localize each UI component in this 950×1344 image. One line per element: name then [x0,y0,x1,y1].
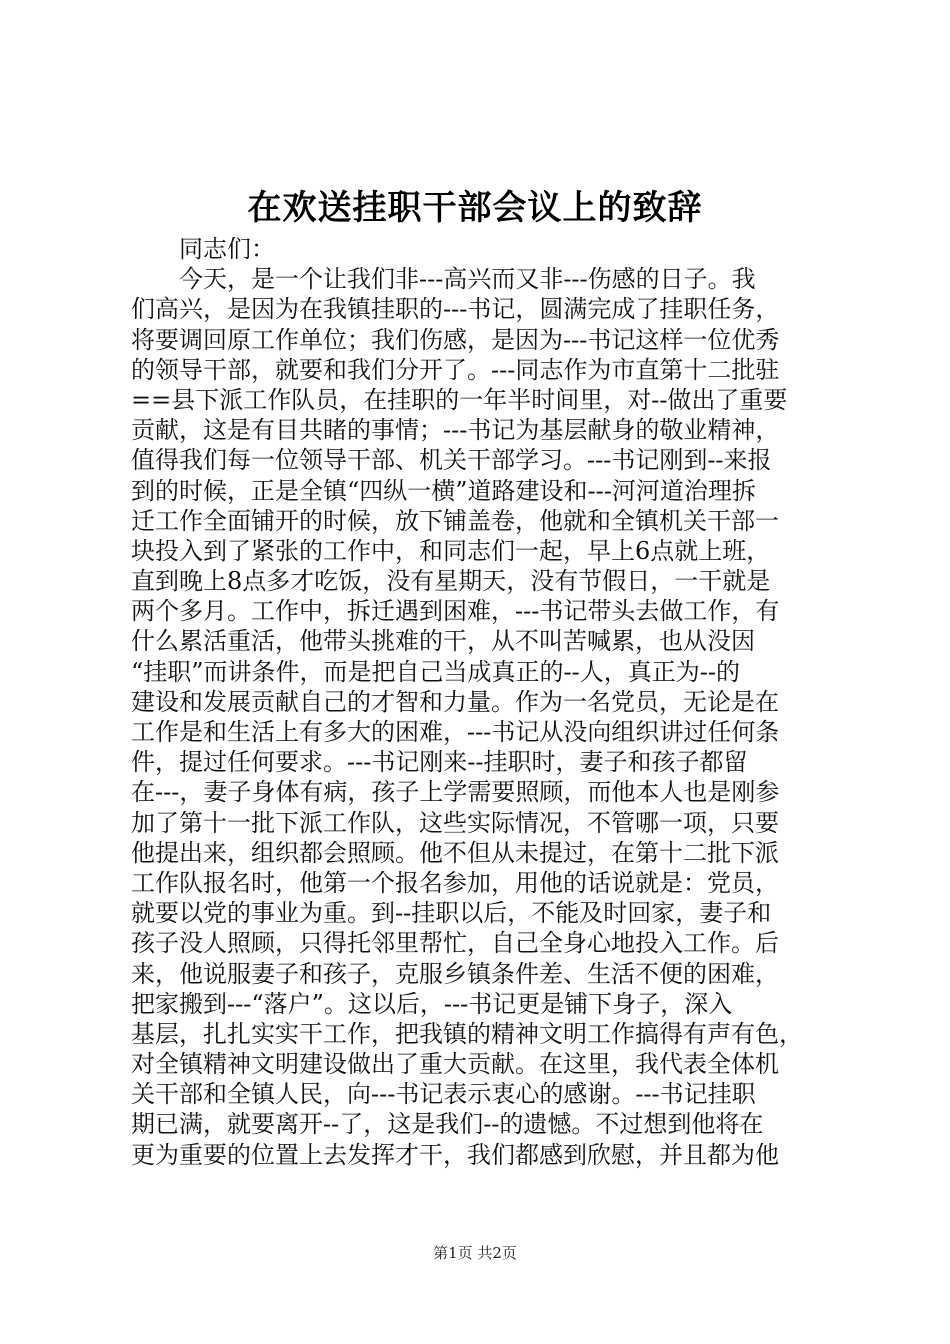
text-line: 今天，是一个让我们非---高兴而又非---伤感的日子。我 [179,265,756,294]
text-line: 更为重要的位置上去发挥才干，我们都感到欣慰，并且都为他 [131,1140,779,1169]
text-line: 期已满，就要离开--了，这是我们--的遗憾。不过想到他将在 [131,1110,764,1139]
document-body [131,234,831,1170]
text-line: “挂职”而讲条件，而是把自己当成真正的--人，真正为--的 [131,657,740,686]
text-line: 基层，扎扎实实干工作，把我镇的精神文明工作搞得有声有色， [131,1019,803,1048]
text-line: 对全镇精神文明建设做出了重大贡献。在这里，我代表全体机 [131,1050,779,1079]
text-line: 迁工作全面铺开的时候，放下铺盖卷，他就和全镇机关干部一 [131,506,779,535]
text-line: 工作是和生活上有多大的困难，---书记从没向组织讲过任何条 [131,718,780,746]
document-title: 在欢送挂职干部会议上的致辞 [247,188,703,228]
text-line: 直到晚上8点多才吃饭，没有星期天，没有节假日，一干就是 [131,567,771,596]
text-line: 件，提过任何要求。---书记刚来--挂职时，妻子和孩子都留 [131,748,748,777]
text-line: 块投入到了紧张的工作中，和同志们一起，早上6点就上班， [131,536,771,565]
text-line: 值得我们每一位领导干部、机关干部学习。---书记刚到--来报 [131,446,772,475]
text-line: 贡献，这是有目共睹的事情；---书记为基层献身的敬业精神， [131,416,780,445]
text-line: 什么累活重活，他带头挑难的干，从不叫苦喊累，也从没因 [131,627,755,656]
text-line: 们高兴，是因为在我镇挂职的---书记，圆满完成了挂职任务， [131,295,780,324]
text-line: 加了第十一批下派工作队，这些实际情况，不管哪一项，只要 [131,808,779,837]
text-line: 在---，妻子身体有病，孩子上学需要照顾，而他本人也是刚参 [131,778,780,807]
text-line: 工作队报名时，他第一个报名参加，用他的话说就是：党员， [131,868,779,897]
text-line: 到的时候，正是全镇“四纵一横”道路建设和---河河道治理拆 [131,476,756,505]
text-line: 建设和发展贡献自己的才智和力量。作为一名党员，无论是在 [131,687,779,716]
text-line: 把家搬到---“落户”。这以后，---书记更是铺下身子，深入 [131,989,733,1018]
page-footer: 第1页 共2页 [433,1244,517,1262]
text-line: 将要调回原工作单位；我们伤感，是因为---书记这样一位优秀 [131,325,780,354]
text-line: ==县下派工作队员，在挂职的一年半时间里，对--做出了重要 [131,385,788,414]
text-line: 来，他说服妻子和孩子，克服乡镇条件差、生活不便的困难， [131,959,779,988]
text-line: 两个多月。工作中，拆迁遇到困难，---书记带头去做工作，有 [131,597,780,626]
text-line: 关干部和全镇人民，向---书记表示衷心的感谢。---书记挂职 [131,1080,756,1109]
text-line: 就要以党的事业为重。到--挂职以后，不能及时回家，妻子和 [131,899,772,928]
text-line: 的领导干部，就要和我们分开了。---同志作为市直第十二批驻 [131,355,780,384]
text-line: 他提出来，组织都会照顾。他不但从未提过，在第十二批下派 [131,838,779,867]
text-line: 同志们： [179,235,275,263]
text-line: 孩子没人照顾，只得托邻里帮忙，自己全身心地投入工作。后 [131,929,779,958]
